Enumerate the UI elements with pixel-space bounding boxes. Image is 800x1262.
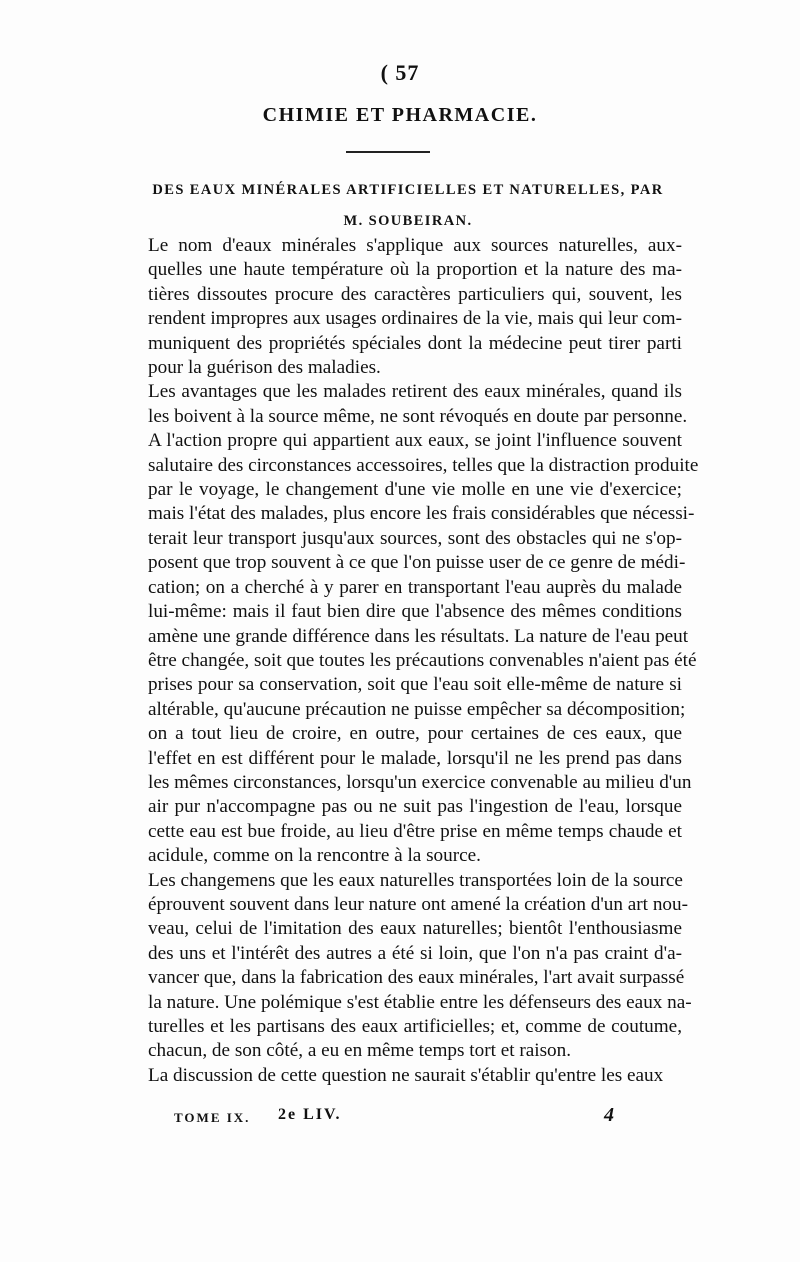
body-line: air pur n'accompagne pas ou ne suit pas l'ingestion de l'eau, lorsque [148,796,682,818]
footer-volume: TOME IX. [174,1110,251,1125]
page-number: ( 57 [380,60,420,85]
body-line: salutaire des circonstances accessoires, telles que la distraction produite [148,454,699,476]
body-line: cation; on a cherché à y parer en transportant l'eau auprès du malade [148,576,682,598]
body-line: A l'action propre qui appartient aux eaux, se joint l'influence souvent [148,430,682,452]
body-line: pour la guérison des maladies. [148,357,381,379]
body-line: mais l'état des malades, plus encore les frais considérables que nécessi- [148,503,695,525]
body-line: amène une grande différence dans les résultats. La nature de l'eau peut [148,625,689,647]
footer-issue: 2e LIV. [278,1106,342,1123]
body-line: être changée, soit que toutes les précautions convenables n'aient pas été [148,649,697,671]
section-title: CHIMIE ET PHARMACIE. [262,104,538,126]
article-title-line-1: DES EAUX MINÉRALES ARTIFICIELLES ET NATURELLES, PAR [152,182,664,198]
body-line: la nature. Une polémique s'est établie entre les défenseurs des eaux na- [148,991,692,1013]
body-line: turelles et les partisans des eaux artificielles; et, comme de coutume, [148,1016,682,1037]
body-line: prises pour sa conservation, soit que l'eau soit elle-même de nature si [148,674,682,696]
title-rule [346,151,430,153]
page-footer [148,1106,682,1130]
body-line: rendent impropres aux usages ordinaires de la vie, mais qui leur com- [148,308,682,330]
body-line: altérable, qu'aucune précaution ne puisse empêcher sa décomposition; [148,698,686,720]
body-line: éprouvent souvent dans leur nature ont amené la création d'un art nou- [148,893,688,915]
body-text [148,234,699,1088]
body-line: cette eau est bue froide, au lieu d'être prise en même temps chaude et [148,820,682,842]
body-line: muniquent des propriétés spéciales dont la médecine peut tirer parti [148,332,682,354]
article-title [148,175,668,237]
footer-signature: 4 [604,1104,614,1126]
body-line: par le voyage, le changement d'une vie molle en une vie d'exercice; [148,479,682,501]
body-line: Les changemens que les eaux naturelles transportées loin de la source [148,869,683,891]
article-title-line-2: M. SOUBEIRAN. [343,213,473,229]
body-line: lui-même: mais il faut bien dire que l'absence des mêmes conditions [148,601,682,623]
body-line: les boivent à la source même, ne sont révoqués en doute par personne. [148,405,688,427]
body-line: quelles une haute température où la proportion et la nature des ma- [148,259,682,281]
body-line: Les avantages que les malades retirent des eaux minérales, quand ils [148,381,682,403]
body-line: acidule, comme on la rencontre à la source. [148,845,481,867]
body-line: Le nom d'eaux minérales s'applique aux sources naturelles, aux- [148,235,682,256]
body-line: l'effet en est différent pour le malade, lorsqu'il ne les prend pas dans [148,747,682,769]
body-line: posent que trop souvent à ce que l'on puisse user de ce genre de médi- [148,552,686,574]
body-line: les mêmes circonstances, lorsqu'un exercice convenable au milieu d'un [148,771,692,793]
body-line: on a tout lieu de croire, en outre, pour certaines de ces eaux, que [148,723,682,745]
body-line: veau, celui de l'imitation des eaux naturelles; bientôt l'enthousiasme [148,918,682,940]
body-line: chacun, de son côté, a eu en même temps tort et raison. [148,1040,572,1062]
body-line: des uns et l'intérêt des autres a été si loin, que l'on n'a pas craint d'a- [148,942,682,964]
body-line: vancer que, dans la fabrication des eaux minérales, l'art avait surpassé [148,967,685,989]
body-line: tières dissoutes procure des caractères particuliers qui, souvent, les [148,283,682,305]
body-line: La discussion de cette question ne saurait s'établir qu'entre les eaux [148,1064,664,1086]
body-line: terait leur transport jusqu'aux sources, sont des obstacles qui ne s'op- [148,527,682,549]
